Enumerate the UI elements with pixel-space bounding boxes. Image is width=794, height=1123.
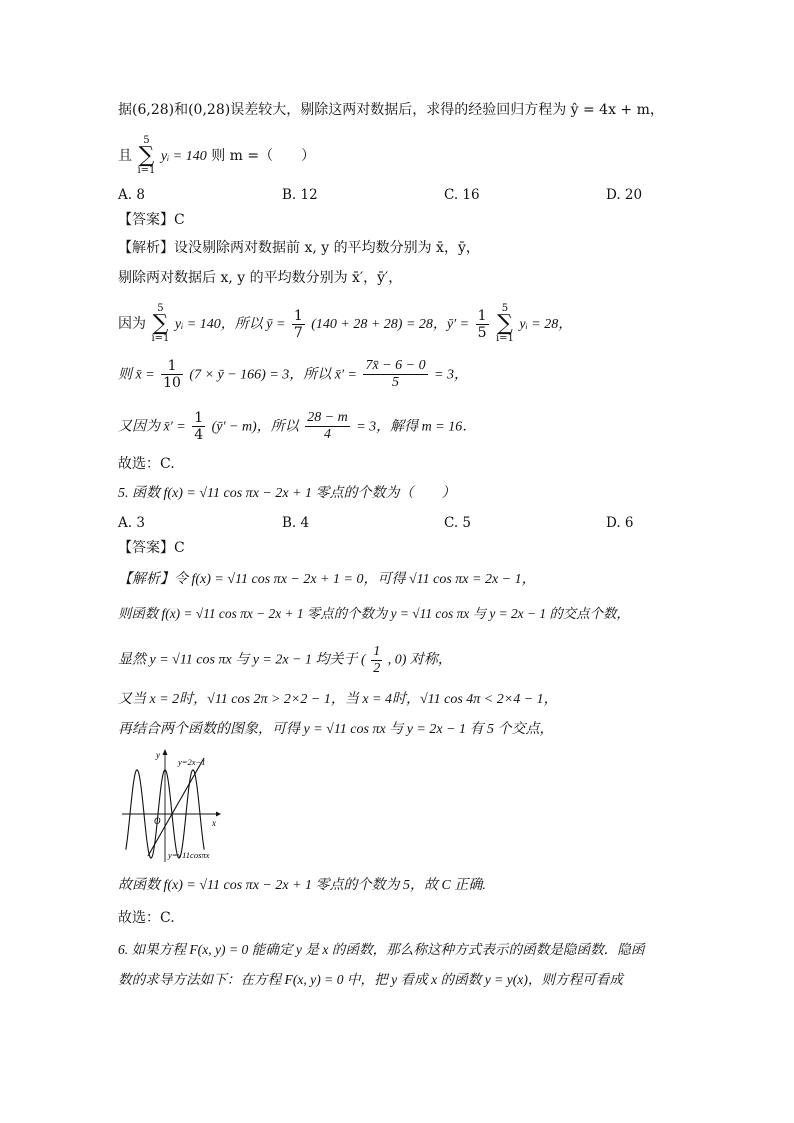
q5-stem: 5. 函数 f(x) = √11 cos πx − 2x + 1 零点的个数为（ ）: [118, 486, 456, 501]
q5-option-a: A. 3: [118, 515, 145, 531]
sum-top: 5: [157, 303, 164, 314]
a5-eq1: (ȳ′ − m)，所以: [211, 419, 299, 435]
a4-pre: 则 x̄ =: [118, 367, 155, 383]
q5-option-c: C. 5: [444, 515, 472, 531]
graph-label-x: x: [212, 818, 216, 828]
q4-conclusion: 故选：C.: [118, 456, 175, 472]
a4-eq2: = 3，: [434, 367, 468, 383]
frac-den: 4: [323, 427, 331, 442]
sum-bottom: i=1: [495, 333, 514, 344]
sum-symbol: 5 ∑ i=1: [151, 303, 170, 344]
q5-option-d: D. 6: [606, 515, 634, 531]
a5-pre: 又因为 x̄′ =: [118, 419, 186, 435]
frac-num: 28 − m: [307, 410, 348, 425]
x-axis-arrow-icon: [216, 812, 221, 817]
q5-analysis-6: 故函数 f(x) = √11 cos πx − 2x + 1 零点的个数为 5，故 C 正确.: [118, 878, 486, 893]
frac-den: 10: [163, 375, 181, 391]
frac-num: 1: [161, 358, 183, 375]
q4-analysis-1: 【解析】设没剔除两对数据前 x, y 的平均数分别为 x̄，ȳ，: [118, 240, 480, 256]
fraction: [305, 410, 350, 443]
sum-top: 5: [143, 135, 150, 146]
frac-num: 1: [477, 307, 487, 324]
frac-den: 7: [293, 324, 303, 341]
frac-num: 1: [373, 644, 381, 659]
q4-option-d: D. 20: [606, 187, 643, 203]
a5-eq2: = 3，解得 m = 16．: [356, 419, 477, 435]
fraction: [476, 308, 489, 341]
q4-option-b: B. 12: [282, 187, 318, 203]
q4-analysis-4: [118, 358, 468, 391]
sum-top: 5: [501, 303, 509, 314]
q5-analysis-5: 再结合两个函数的图象，可得 y = √11 cos πx 与 y = 2x − 1 有 5 个交点，: [118, 722, 554, 737]
fraction: [363, 358, 427, 391]
fraction: [161, 358, 183, 391]
function-graph: [120, 748, 232, 866]
graph-label-line: y=2x−1: [178, 757, 206, 767]
q5-analysis-2: 则函数 f(x) = √11 cos πx − 2x + 1 零点的个数为 y = √11 cos πx 与 y = 2x − 1 的交点个数，: [118, 606, 630, 621]
fraction: [292, 308, 305, 341]
frac-den: 4: [194, 427, 204, 443]
a3-pre: 因为: [118, 316, 146, 332]
q5-analysis-4: 又当 x = 2时，√11 cos 2π > 2×2 − 1，当 x = 4时，√11 cos 4π < 2×4 − 1，: [118, 692, 558, 707]
q4-answer: 【答案】C: [118, 212, 185, 228]
q5-conclusion: 故选：C.: [118, 910, 175, 926]
q4-option-a: A. 8: [118, 187, 145, 203]
frac-num: 1: [194, 410, 204, 426]
sum-bottom: i=1: [137, 165, 156, 176]
sum-symbol: 5 ∑ i=1: [495, 303, 514, 344]
frac-num: 1: [293, 307, 303, 324]
a3-eq1: yᵢ = 140，所以 ȳ =: [174, 317, 286, 332]
y-axis-arrow-icon: [163, 749, 168, 755]
fraction: [192, 410, 205, 443]
q4-line-2-pre: 且: [118, 148, 132, 164]
sum-symbol: 5 ∑ i=1: [137, 135, 156, 176]
graph-label-origin: O: [154, 816, 161, 826]
a4-eq1: (7 × ȳ − 166) = 3，所以 x̄′ =: [189, 367, 358, 383]
q4-option-c: C. 16: [444, 187, 480, 203]
l3-pre: 显然 y = √11 cos πx 与 y = 2x − 1 均关于 (: [118, 652, 366, 668]
l3-post: , 0) 对称，: [387, 652, 452, 668]
q4-line-2-post: 则 m =（ ）: [211, 148, 316, 164]
q6-line-1: 6. 如果方程 F(x, y) = 0 能确定 y 是 x 的函数，那么称这种方式表示的函数是隐函数．隐函: [118, 942, 645, 957]
q5-option-b: B. 4: [282, 515, 310, 531]
fraction: [371, 644, 382, 677]
frac-den: 2: [373, 661, 381, 676]
q4-analysis-2: 剔除两对数据后 x, y 的平均数分别为 x̄′，ȳ′，: [118, 270, 403, 286]
line-curve: [148, 758, 204, 856]
q4-line-1: 据(6,28)和(0,28)误差较大，剔除这两对数据后，求得的经验回归方程为 ŷ = 4x + m，: [118, 102, 664, 118]
q5-analysis-3: [118, 644, 452, 677]
q4-line-2: [118, 136, 315, 176]
q5-analysis-1: 【解析】令 f(x) = √11 cos πx − 2x + 1 = 0，可得 √11 cos πx = 2x − 1，: [118, 572, 536, 587]
graph-label-y: y: [156, 750, 160, 760]
frac-den: 5: [477, 324, 487, 341]
q4-line-2-eq: yᵢ = 140: [160, 149, 207, 164]
frac-num: 7x̄ − 6 − 0: [365, 358, 426, 373]
q4-analysis-3: [118, 304, 572, 344]
q6-line-2: 数的求导方法如下：在方程 F(x, y) = 0 中，把 y 看成 x 的函数 y = y(x)，则方程可看成: [118, 972, 623, 987]
frac-den: 5: [392, 375, 400, 390]
a3-eq3: yᵢ = 28，: [519, 317, 573, 332]
a3-eq2: (140 + 28 + 28) = 28，ȳ′ =: [311, 317, 470, 332]
q5-answer: 【答案】C: [118, 540, 185, 556]
graph-label-cos: y=√11cosπx: [168, 850, 210, 860]
q4-analysis-5: [118, 410, 476, 443]
sum-bottom: i=1: [151, 333, 170, 344]
